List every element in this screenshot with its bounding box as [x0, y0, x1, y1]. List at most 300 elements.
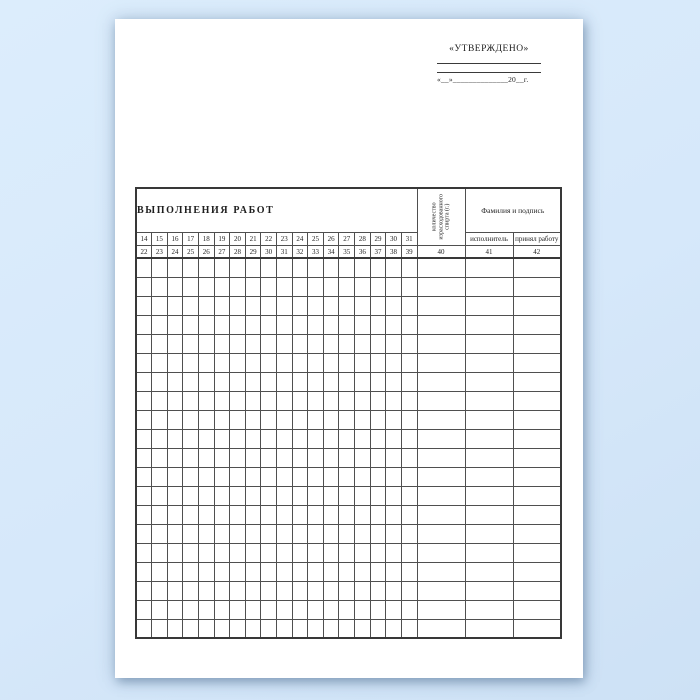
entry-cell: [465, 524, 513, 543]
entry-cell: [198, 277, 214, 296]
entry-cell: [355, 581, 371, 600]
entry-cell: [355, 524, 371, 543]
entry-cell: [230, 486, 246, 505]
entry-cell: [386, 448, 402, 467]
entry-cell: [198, 353, 214, 372]
entry-cell: [245, 277, 261, 296]
entry-cell: [276, 467, 292, 486]
entry-cell: [292, 505, 308, 524]
entry-cell: [198, 334, 214, 353]
entry-cell: [339, 277, 355, 296]
entry-cell: [323, 505, 339, 524]
entry-cell: [417, 372, 465, 391]
entry-cell: [230, 372, 246, 391]
entry-cell: [136, 524, 152, 543]
entry-cell: [355, 505, 371, 524]
entry-cell: [214, 562, 230, 581]
entry-cell: [261, 296, 277, 315]
entry-cell: [355, 448, 371, 467]
day-number-cell: 17: [183, 233, 199, 246]
day-number-cell: 24: [167, 246, 183, 259]
entry-cell: [167, 372, 183, 391]
entry-cell: [198, 562, 214, 581]
day-number-cell: 31: [276, 246, 292, 259]
entry-cell: [261, 505, 277, 524]
entry-cell: [465, 391, 513, 410]
entry-cell: [386, 429, 402, 448]
entry-cell: [167, 258, 183, 277]
entry-row: [136, 600, 561, 619]
entry-cell: [308, 372, 324, 391]
entry-cell: [136, 391, 152, 410]
entry-cell: [261, 524, 277, 543]
entry-cell: [152, 296, 168, 315]
entry-cell: [465, 410, 513, 429]
entry-cell: [323, 410, 339, 429]
approval-block: [437, 44, 541, 84]
entry-cell: [417, 448, 465, 467]
entry-cell: [417, 619, 465, 638]
entry-cell: [136, 315, 152, 334]
entry-cell: [230, 391, 246, 410]
entry-cell: [339, 524, 355, 543]
day-number-cell: 37: [370, 246, 386, 259]
entry-cell: [401, 448, 417, 467]
entry-cell: [513, 296, 561, 315]
entry-cell: [136, 486, 152, 505]
entry-cell: [401, 296, 417, 315]
entry-cell: [230, 524, 246, 543]
entry-cell: [355, 391, 371, 410]
entry-cell: [339, 562, 355, 581]
entry-cell: [245, 296, 261, 315]
entry-cell: [261, 353, 277, 372]
day-number-cell: 22: [261, 233, 277, 246]
entry-row: [136, 277, 561, 296]
entry-cell: [465, 486, 513, 505]
entry-cell: [183, 410, 199, 429]
day-number-cell: 27: [339, 233, 355, 246]
entry-cell: [417, 410, 465, 429]
entry-cell: [417, 353, 465, 372]
entry-cell: [308, 543, 324, 562]
entry-cell: [401, 505, 417, 524]
entry-row: [136, 296, 561, 315]
entry-cell: [198, 543, 214, 562]
entry-cell: [152, 467, 168, 486]
approval-title: «УТВЕРЖДЕНО»: [449, 44, 529, 54]
entry-cell: [465, 353, 513, 372]
entry-cell: [183, 315, 199, 334]
entry-cell: [386, 410, 402, 429]
entry-cell: [214, 277, 230, 296]
entry-cell: [370, 467, 386, 486]
entry-cell: [386, 258, 402, 277]
entry-cell: [465, 296, 513, 315]
entry-row: [136, 581, 561, 600]
entry-cell: [386, 372, 402, 391]
entry-cell: [339, 600, 355, 619]
entry-cell: [401, 429, 417, 448]
entry-cell: [261, 448, 277, 467]
entry-cell: [308, 467, 324, 486]
entry-cell: [167, 562, 183, 581]
entry-cell: [245, 448, 261, 467]
entry-cell: [183, 581, 199, 600]
entry-cell: [136, 334, 152, 353]
entry-cell: [370, 581, 386, 600]
entry-cell: [245, 486, 261, 505]
entry-cell: [167, 296, 183, 315]
entry-cell: [136, 277, 152, 296]
entry-cell: [292, 277, 308, 296]
entry-cell: [401, 562, 417, 581]
entry-cell: [183, 277, 199, 296]
entry-cell: [292, 315, 308, 334]
entry-cell: [292, 581, 308, 600]
entry-cell: [513, 505, 561, 524]
entry-cell: [370, 524, 386, 543]
entry-cell: [339, 543, 355, 562]
entry-cell: [355, 296, 371, 315]
entry-cell: [245, 600, 261, 619]
entry-cell: [465, 600, 513, 619]
day-number-cell: 20: [230, 233, 246, 246]
entry-cell: [370, 562, 386, 581]
entry-cell: [292, 410, 308, 429]
day-number-cell: 26: [323, 233, 339, 246]
entry-row: [136, 391, 561, 410]
rotated-text-wrap: [418, 189, 465, 245]
entry-row: [136, 562, 561, 581]
entry-cell: [513, 619, 561, 638]
day-number-cell: 14: [136, 233, 152, 246]
day-number-cell: 18: [198, 233, 214, 246]
day-number-cell: 34: [323, 246, 339, 259]
entry-cell: [308, 581, 324, 600]
entry-cell: [276, 315, 292, 334]
entry-cell: [198, 315, 214, 334]
entry-cell: [308, 619, 324, 638]
entry-cell: [276, 524, 292, 543]
entry-cell: [183, 505, 199, 524]
entry-cell: [198, 296, 214, 315]
entry-cell: [417, 543, 465, 562]
entry-cell: [167, 334, 183, 353]
entry-cell: [513, 600, 561, 619]
entry-cell: [261, 315, 277, 334]
entry-cell: [167, 505, 183, 524]
entry-cell: [339, 258, 355, 277]
entry-cell: [386, 543, 402, 562]
entry-cell: [386, 581, 402, 600]
entry-cell: [245, 258, 261, 277]
entry-cell: [183, 296, 199, 315]
entry-cell: [308, 562, 324, 581]
entry-cell: [513, 429, 561, 448]
day-number-cell: 29: [370, 233, 386, 246]
entry-cell: [465, 619, 513, 638]
entry-cell: [386, 277, 402, 296]
entry-cell: [292, 296, 308, 315]
entry-cell: [370, 429, 386, 448]
entry-cell: [513, 410, 561, 429]
entry-cell: [292, 543, 308, 562]
entry-cell: [323, 448, 339, 467]
entry-cell: [167, 448, 183, 467]
entry-cell: [167, 600, 183, 619]
entry-cell: [261, 391, 277, 410]
entry-cell: [401, 353, 417, 372]
entry-cell: [465, 448, 513, 467]
entry-cell: [513, 581, 561, 600]
entry-cell: [323, 562, 339, 581]
entry-cell: [513, 467, 561, 486]
entry-cell: [136, 429, 152, 448]
entry-cell: [308, 277, 324, 296]
entry-cell: [245, 391, 261, 410]
entry-cell: [339, 296, 355, 315]
entry-cell: [152, 486, 168, 505]
day-numbers-row-1: [136, 233, 561, 246]
entry-cell: [245, 543, 261, 562]
entry-cell: [276, 486, 292, 505]
day-number-cell: 22: [136, 246, 152, 259]
entry-cell: [198, 372, 214, 391]
entry-cell: [261, 600, 277, 619]
entry-cell: [308, 410, 324, 429]
entry-cell: [261, 467, 277, 486]
day-number-cell: 31: [401, 233, 417, 246]
executor-header: исполнитель: [465, 233, 513, 246]
entry-cell: [355, 562, 371, 581]
entry-cell: [230, 467, 246, 486]
entry-cell: [292, 600, 308, 619]
entry-cell: [355, 315, 371, 334]
entry-cell: [513, 334, 561, 353]
entry-cell: [214, 429, 230, 448]
entry-cell: [167, 410, 183, 429]
entry-cell: [465, 581, 513, 600]
entry-cell: [308, 296, 324, 315]
entry-cell: [339, 372, 355, 391]
entry-cell: [245, 505, 261, 524]
entry-cell: [167, 524, 183, 543]
entry-cell: [183, 467, 199, 486]
day-number-cell: 30: [261, 246, 277, 259]
entry-cell: [230, 277, 246, 296]
entry-cell: [355, 467, 371, 486]
entry-cell: [417, 429, 465, 448]
entry-cell: [152, 543, 168, 562]
entry-cell: [198, 524, 214, 543]
entry-cell: [465, 258, 513, 277]
entry-row: [136, 258, 561, 277]
entry-cell: [276, 372, 292, 391]
entry-cell: [276, 581, 292, 600]
entry-cell: [214, 543, 230, 562]
entry-cell: [370, 448, 386, 467]
entry-cell: [152, 353, 168, 372]
entry-cell: [308, 429, 324, 448]
entry-cell: [214, 391, 230, 410]
entry-cell: [230, 429, 246, 448]
entry-cell: [245, 467, 261, 486]
entry-cell: [245, 353, 261, 372]
entry-cell: [370, 296, 386, 315]
entry-cell: [513, 258, 561, 277]
entry-cell: [401, 581, 417, 600]
entry-cell: [183, 562, 199, 581]
day-number-cell: 29: [245, 246, 261, 259]
day-number-cell: 36: [355, 246, 371, 259]
entry-cell: [152, 277, 168, 296]
entry-cell: [355, 600, 371, 619]
entry-cell: [370, 505, 386, 524]
entry-cell: [198, 619, 214, 638]
approval-date-line: «__»______________20__г.: [437, 75, 529, 84]
entry-cell: [339, 581, 355, 600]
entry-cell: [183, 486, 199, 505]
day-number-cell: 38: [386, 246, 402, 259]
entry-cell: [323, 524, 339, 543]
entry-cell: [465, 562, 513, 581]
day-number-cell: 26: [198, 246, 214, 259]
entry-row: [136, 505, 561, 524]
entry-cell: [276, 353, 292, 372]
entry-cell: [370, 543, 386, 562]
entry-cell: [401, 372, 417, 391]
entry-cell: [136, 296, 152, 315]
entry-cell: [136, 600, 152, 619]
column-number-cell: 42: [513, 246, 561, 259]
entry-cell: [167, 619, 183, 638]
table-title: ВЫПОЛНЕНИЯ РАБОТ: [136, 188, 417, 233]
entry-cell: [355, 258, 371, 277]
entry-cell: [230, 315, 246, 334]
entry-cell: [339, 467, 355, 486]
entry-cell: [355, 353, 371, 372]
entry-cell: [261, 619, 277, 638]
entry-cell: [339, 334, 355, 353]
entry-cell: [323, 486, 339, 505]
entry-cell: [513, 486, 561, 505]
column-number-cell: 41: [465, 246, 513, 259]
entry-cell: [276, 277, 292, 296]
entry-cell: [276, 258, 292, 277]
entry-cell: [214, 296, 230, 315]
entry-cell: [417, 581, 465, 600]
entry-cell: [152, 505, 168, 524]
entry-cell: [276, 600, 292, 619]
alcohol-quantity-header: [417, 188, 465, 246]
entry-cell: [308, 353, 324, 372]
entry-cell: [401, 486, 417, 505]
entry-cell: [401, 277, 417, 296]
entry-cell: [230, 296, 246, 315]
entry-cell: [386, 600, 402, 619]
entry-cell: [292, 372, 308, 391]
entry-cell: [292, 524, 308, 543]
day-number-cell: 28: [355, 233, 371, 246]
entry-cell: [136, 410, 152, 429]
entry-cell: [214, 353, 230, 372]
entry-cell: [339, 391, 355, 410]
entry-cell: [401, 258, 417, 277]
entry-cell: [513, 448, 561, 467]
work-log-table: [135, 187, 562, 639]
entry-cell: [167, 581, 183, 600]
entry-cell: [370, 486, 386, 505]
signature-line: [437, 63, 541, 64]
entry-cell: [152, 600, 168, 619]
entry-cell: [386, 391, 402, 410]
entry-cell: [261, 410, 277, 429]
entry-cell: [339, 429, 355, 448]
entry-cell: [323, 467, 339, 486]
entry-cell: [355, 429, 371, 448]
entry-cell: [465, 315, 513, 334]
entry-row: [136, 334, 561, 353]
day-number-cell: 23: [152, 246, 168, 259]
entry-cell: [198, 581, 214, 600]
entry-cell: [214, 505, 230, 524]
entry-cell: [308, 258, 324, 277]
entry-cell: [308, 315, 324, 334]
entry-cell: [513, 353, 561, 372]
entry-cell: [355, 277, 371, 296]
entry-cell: [355, 619, 371, 638]
entry-cell: [214, 524, 230, 543]
entry-cell: [401, 334, 417, 353]
entry-cell: [276, 429, 292, 448]
entry-cell: [292, 467, 308, 486]
entry-cell: [308, 505, 324, 524]
entry-cell: [214, 334, 230, 353]
entry-cell: [152, 429, 168, 448]
day-number-cell: 16: [167, 233, 183, 246]
entry-cell: [401, 524, 417, 543]
entry-cell: [183, 524, 199, 543]
day-number-cell: 25: [308, 233, 324, 246]
entry-row: [136, 372, 561, 391]
entry-cell: [370, 334, 386, 353]
entry-cell: [370, 619, 386, 638]
entry-cell: [245, 372, 261, 391]
entry-cell: [276, 448, 292, 467]
day-number-cell: 28: [230, 246, 246, 259]
entry-cell: [214, 619, 230, 638]
entry-cell: [323, 543, 339, 562]
entry-cell: [465, 429, 513, 448]
entry-cell: [323, 619, 339, 638]
entry-cell: [261, 562, 277, 581]
entry-cell: [417, 524, 465, 543]
entry-cell: [417, 315, 465, 334]
entry-cell: [355, 334, 371, 353]
document-page: [115, 19, 583, 678]
entry-cell: [339, 315, 355, 334]
entry-cell: [292, 334, 308, 353]
entry-row: [136, 524, 561, 543]
entry-cell: [245, 619, 261, 638]
entry-cell: [370, 277, 386, 296]
entry-cell: [401, 315, 417, 334]
entry-cell: [323, 315, 339, 334]
entry-cell: [152, 391, 168, 410]
entry-cell: [513, 277, 561, 296]
entry-cell: [214, 372, 230, 391]
